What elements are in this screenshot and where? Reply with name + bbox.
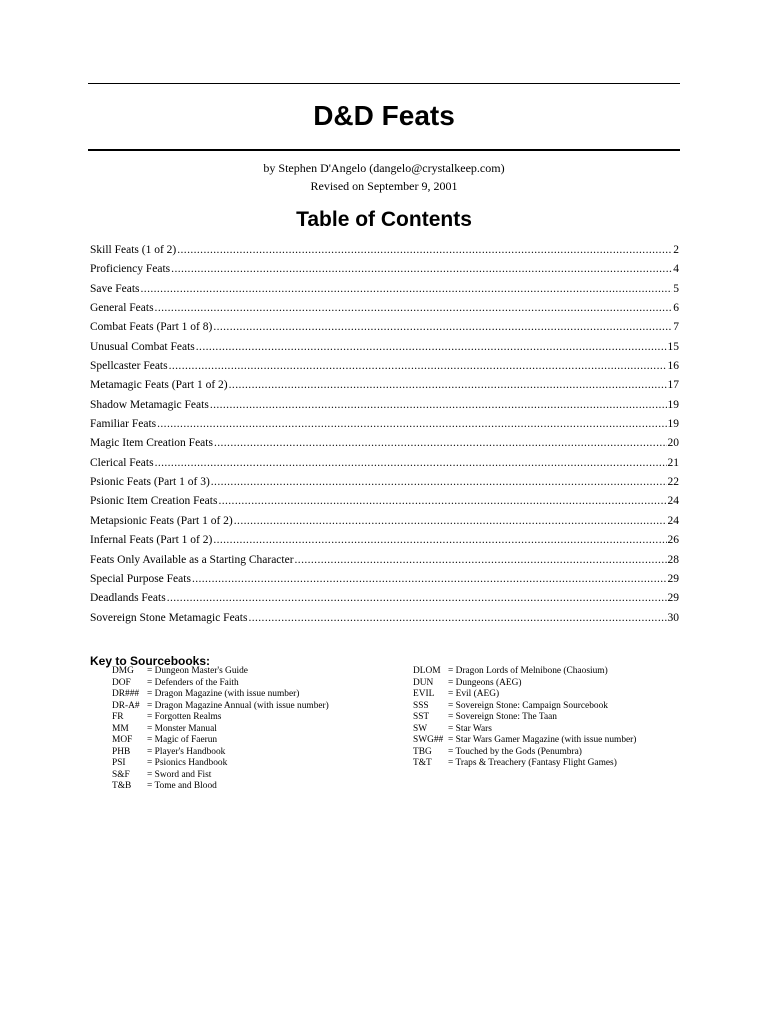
key-entry bbox=[112, 758, 329, 770]
key-abbreviation: TBG bbox=[413, 746, 432, 757]
key-description: = Player's Handbook bbox=[147, 746, 226, 757]
toc-entry-label: Metamagic Feats (Part 1 of 2) bbox=[90, 379, 228, 392]
toc-entry-page: 30 bbox=[667, 611, 679, 624]
toc-dot-leader bbox=[248, 609, 666, 628]
toc-dot-leader bbox=[211, 473, 667, 492]
toc-entry-page: 24 bbox=[667, 495, 679, 508]
toc-dot-leader bbox=[218, 492, 666, 511]
toc-entry[interactable] bbox=[90, 609, 679, 628]
key-abbreviation: DOF bbox=[112, 677, 131, 688]
key-entry bbox=[112, 747, 329, 759]
key-description: = Forgotten Realms bbox=[147, 712, 222, 722]
author-line: by Stephen D'Angelo (dangelo@crystalkeep.com) bbox=[263, 161, 505, 175]
key-entry bbox=[112, 781, 329, 793]
toc-entry[interactable] bbox=[90, 376, 679, 395]
key-entry bbox=[413, 724, 636, 736]
toc-entry[interactable] bbox=[90, 589, 679, 608]
key-abbreviation: MM bbox=[112, 723, 129, 734]
key-entry bbox=[413, 735, 636, 747]
toc-dot-leader bbox=[155, 454, 667, 473]
key-description: = Touched by the Gods (Penumbra) bbox=[448, 746, 582, 757]
key-entry bbox=[112, 666, 329, 678]
toc-entry-label: Clerical Feats bbox=[90, 456, 154, 469]
key-description: = Sword and Fist bbox=[147, 769, 212, 780]
key-entry bbox=[413, 701, 636, 713]
toc-heading: Table of Contents bbox=[296, 208, 472, 231]
key-entry bbox=[112, 735, 329, 747]
toc-entry-label: Feats Only Available as a Starting Character bbox=[90, 553, 294, 566]
toc-entry-label: Psionic Feats (Part 1 of 3) bbox=[90, 476, 210, 489]
toc-entry-label: Deadlands Feats bbox=[90, 592, 166, 605]
toc-entry-page: 22 bbox=[667, 476, 679, 489]
key-entry bbox=[112, 712, 329, 724]
document-title: D&D Feats bbox=[313, 100, 455, 131]
key-description: = Traps & Treachery (Fantasy Flight Games) bbox=[448, 758, 617, 768]
key-description: = Dragon Lords of Melnibone (Chaosium) bbox=[448, 666, 608, 676]
toc-dot-leader bbox=[157, 415, 666, 434]
key-right-column bbox=[413, 666, 636, 770]
key-abbreviation: PHB bbox=[112, 746, 131, 757]
key-abbreviation: FR bbox=[112, 712, 124, 722]
toc-entry[interactable] bbox=[90, 299, 679, 318]
key-entry bbox=[413, 678, 636, 690]
toc-entry-label: Shadow Metamagic Feats bbox=[90, 398, 209, 411]
toc-entry-label: Sovereign Stone Metamagic Feats bbox=[90, 611, 248, 624]
key-left-column bbox=[112, 666, 329, 793]
toc-dot-leader bbox=[155, 299, 673, 318]
key-abbreviation: DUN bbox=[413, 677, 434, 688]
key-abbreviation: T&T bbox=[413, 758, 432, 768]
toc-entry[interactable] bbox=[90, 357, 679, 376]
key-description: = Star Wars bbox=[448, 723, 492, 734]
toc-entry-page: 20 bbox=[667, 437, 679, 450]
key-abbreviation: MOF bbox=[112, 735, 133, 745]
toc-dot-leader bbox=[177, 241, 672, 260]
toc-dot-leader bbox=[213, 318, 672, 337]
key-description: = Star Wars Gamer Magazine (with issue number) bbox=[448, 735, 637, 745]
key-description: = Tome and Blood bbox=[147, 781, 217, 791]
key-description: = Dungeons (AEG) bbox=[448, 677, 522, 688]
key-abbreviation: DR### bbox=[112, 689, 140, 699]
key-entry bbox=[112, 770, 329, 782]
key-abbreviation: DR-A# bbox=[112, 700, 140, 711]
toc-dot-leader bbox=[196, 338, 667, 357]
key-description: = Evil (AEG) bbox=[448, 689, 500, 699]
key-description: = Dragon Magazine (with issue number) bbox=[147, 689, 300, 699]
key-heading: Key to Sourcebooks: bbox=[90, 654, 211, 668]
toc-entry[interactable] bbox=[90, 318, 679, 337]
key-entry bbox=[413, 758, 636, 770]
toc-entry[interactable] bbox=[90, 396, 679, 415]
toc-entry[interactable] bbox=[90, 434, 679, 453]
toc-entry-page: 5 bbox=[673, 282, 679, 295]
toc-entry-label: Magic Item Creation Feats bbox=[90, 437, 213, 450]
toc-entry-page: 7 bbox=[673, 321, 679, 334]
toc-entry-page: 16 bbox=[667, 360, 679, 373]
toc-dot-leader bbox=[213, 531, 666, 550]
toc-entry[interactable] bbox=[90, 415, 679, 434]
key-description: = Defenders of the Faith bbox=[147, 677, 239, 688]
key-entry bbox=[112, 678, 329, 690]
key-abbreviation: T&B bbox=[112, 781, 132, 791]
key-abbreviation: SW bbox=[413, 723, 428, 734]
toc-entry-label: Save Feats bbox=[90, 282, 140, 295]
key-entry bbox=[413, 712, 636, 724]
toc-entry-page: 19 bbox=[667, 418, 679, 431]
key-description: = Dragon Magazine Annual (with issue number) bbox=[147, 700, 329, 711]
key-description: = Magic of Faerun bbox=[147, 735, 218, 745]
toc-entry[interactable] bbox=[90, 241, 679, 260]
toc-entry[interactable] bbox=[90, 260, 679, 279]
toc-entry-label: Psionic Item Creation Feats bbox=[90, 495, 218, 508]
toc-entry[interactable] bbox=[90, 454, 679, 473]
toc-dot-leader bbox=[167, 589, 667, 608]
key-abbreviation: SWG## bbox=[413, 735, 444, 745]
toc-entry-page: 6 bbox=[673, 302, 679, 315]
toc-entry[interactable] bbox=[90, 551, 679, 570]
toc-entry[interactable] bbox=[90, 531, 679, 550]
toc-entry-label: Metapsionic Feats (Part 1 of 2) bbox=[90, 514, 233, 527]
table-of-contents bbox=[90, 241, 679, 628]
toc-entry-label: Familiar Feats bbox=[90, 418, 157, 431]
toc-dot-leader bbox=[192, 570, 667, 589]
toc-entry-page: 28 bbox=[667, 553, 679, 566]
toc-dot-leader bbox=[169, 357, 667, 376]
toc-entry-label: Special Purpose Feats bbox=[90, 572, 191, 585]
key-abbreviation: DMG bbox=[112, 666, 134, 676]
toc-entry[interactable] bbox=[90, 492, 679, 511]
key-description: = Monster Manual bbox=[147, 723, 217, 734]
key-abbreviation: S&F bbox=[112, 769, 130, 780]
key-description: = Sovereign Stone: The Taan bbox=[448, 712, 557, 722]
toc-entry-page: 29 bbox=[667, 592, 679, 605]
key-abbreviation: PSI bbox=[112, 758, 126, 768]
toc-entry[interactable] bbox=[90, 570, 679, 589]
toc-entry-label: Combat Feats (Part 1 of 8) bbox=[90, 321, 213, 334]
toc-entry-label: General Feats bbox=[90, 302, 154, 315]
toc-entry-page: 19 bbox=[667, 398, 679, 411]
toc-dot-leader bbox=[229, 376, 667, 395]
toc-entry-page: 2 bbox=[673, 244, 679, 256]
key-entry bbox=[112, 689, 329, 701]
toc-entry-page: 15 bbox=[667, 340, 679, 353]
toc-entry-label: Unusual Combat Feats bbox=[90, 340, 195, 353]
key-entry bbox=[413, 689, 636, 701]
key-entry bbox=[413, 747, 636, 759]
toc-dot-leader bbox=[234, 512, 667, 531]
toc-entry-page: 26 bbox=[667, 534, 679, 547]
key-description: = Sovereign Stone: Campaign Sourcebook bbox=[448, 700, 608, 711]
toc-entry-page: 21 bbox=[667, 456, 679, 469]
key-entry bbox=[112, 701, 329, 713]
toc-dot-leader bbox=[171, 260, 672, 279]
toc-entry-page: 17 bbox=[667, 379, 679, 392]
key-abbreviation: SST bbox=[413, 712, 430, 722]
key-entry bbox=[413, 666, 636, 678]
key-abbreviation: EVIL bbox=[413, 689, 435, 699]
toc-entry-page: 24 bbox=[667, 514, 679, 527]
toc-entry-page: 4 bbox=[673, 263, 679, 276]
toc-entry[interactable] bbox=[90, 473, 679, 492]
key-description: = Dungeon Master's Guide bbox=[147, 666, 248, 676]
key-entry bbox=[112, 724, 329, 736]
toc-entry[interactable] bbox=[90, 512, 679, 531]
key-abbreviation: SSS bbox=[413, 700, 429, 711]
toc-entry[interactable] bbox=[90, 338, 679, 357]
toc-dot-leader bbox=[141, 280, 673, 299]
toc-entry[interactable] bbox=[90, 280, 679, 299]
key-description: = Psionics Handbook bbox=[147, 758, 228, 768]
toc-entry-page: 29 bbox=[667, 572, 679, 585]
revision-date: Revised on September 9, 2001 bbox=[310, 179, 458, 193]
toc-entry-label: Skill Feats (1 of 2) bbox=[90, 244, 177, 256]
title-underline bbox=[88, 149, 680, 151]
toc-dot-leader bbox=[210, 396, 667, 415]
toc-dot-leader bbox=[295, 551, 667, 570]
toc-entry-label: Proficiency Feats bbox=[90, 263, 171, 276]
toc-entry-label: Infernal Feats (Part 1 of 2) bbox=[90, 534, 213, 547]
key-abbreviation: DLOM bbox=[413, 666, 441, 676]
toc-entry-label: Spellcaster Feats bbox=[90, 360, 168, 373]
toc-dot-leader bbox=[214, 434, 667, 453]
top-rule bbox=[88, 83, 680, 84]
